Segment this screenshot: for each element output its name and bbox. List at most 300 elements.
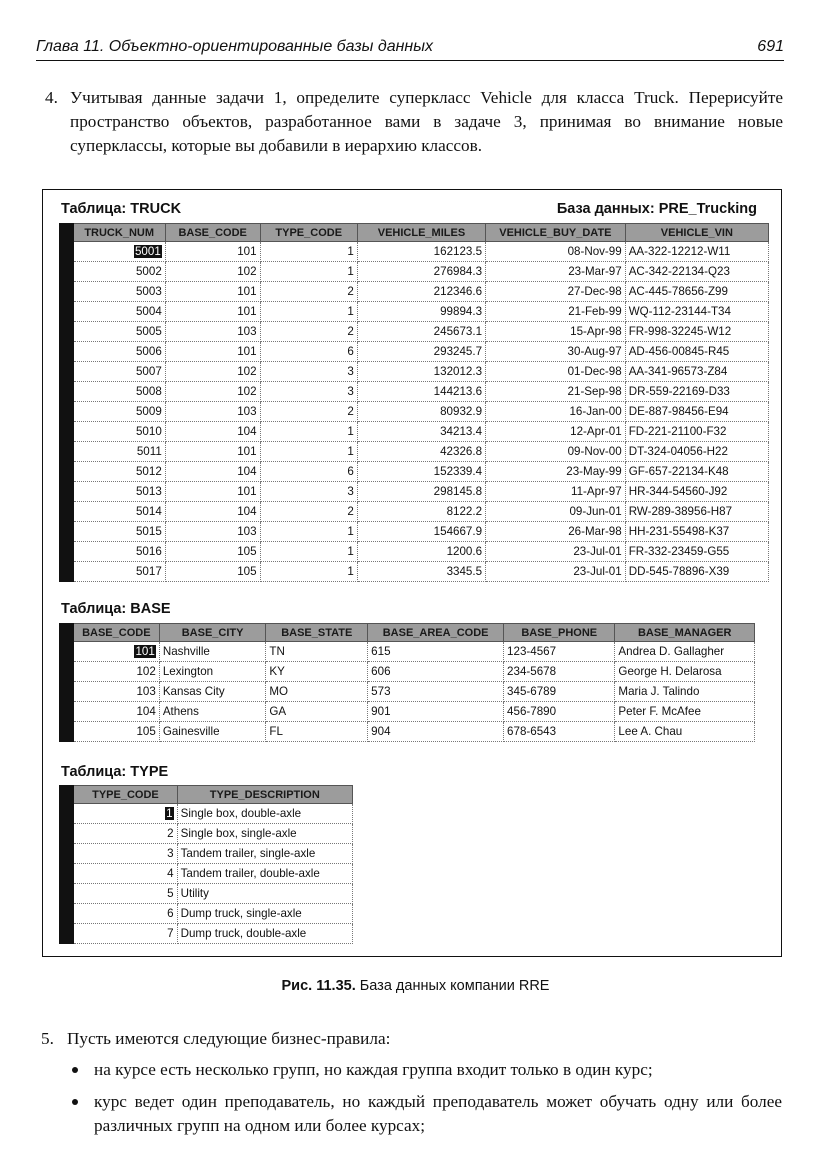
cell-value: 1200.6 [446,545,483,558]
cell-value: 5006 [135,345,162,358]
row-selector [60,522,74,542]
table-cell [260,442,357,462]
row-selector [60,382,74,402]
cell-value: FL [269,725,283,738]
cell-value: Andrea D. Gallagher [618,645,725,658]
table-cell [177,904,352,924]
cell-value: George H. Delarosa [618,665,722,678]
cell-value: GA [269,705,287,718]
table-cell [625,382,768,402]
table-cell [165,442,260,462]
table-cell [504,702,615,722]
row-selector [60,442,74,462]
cell-value: 103 [237,405,257,418]
cell-value: 101 [237,305,257,318]
exercise-4-text: Учитывая данные задачи 1, определите суперкласс Vehicle для класса Truck. Перерисуйте пространство объектов, разработанное вами в задаче 3, принимая во внимание новые суперклассы, которые вы добавили в иерархию классов. [70,88,783,155]
cell-value: 105 [237,565,257,578]
table-cell [615,722,755,742]
cell-value: Dump truck, single-axle [180,907,302,920]
table-cell [159,702,266,722]
table-cell [486,442,626,462]
table-cell [266,662,368,682]
cell-value: Kansas City [162,685,225,698]
table-cell [260,462,357,482]
cell-value: WQ-112-23144-T34 [628,305,731,318]
table-row [60,422,769,442]
cell-value: 2 [347,405,354,418]
cell-value: 23-Jul-01 [573,565,622,578]
table-cell [486,382,626,402]
table-cell [625,562,768,582]
row-selector [60,342,74,362]
cell-value: 1 [347,425,354,438]
exercise-5-number: 5. [41,1029,54,1048]
table-cell [486,562,626,582]
table-cell [165,422,260,442]
cell-value: Single box, double-axle [180,807,302,820]
cell-value: 5004 [135,305,162,318]
cell-value: Nashville [162,645,210,658]
table-cell [625,422,768,442]
cell-value: 12-Apr-01 [570,425,622,438]
table-cell [74,884,177,904]
bullet-dot [72,1067,78,1073]
table-row [60,522,769,542]
cell-value: 2 [347,505,354,518]
figure-caption-text: База данных компании RRE [359,978,550,994]
cell-value: AA-322-12212-W11 [628,245,731,258]
cell-value: 152339.4 [433,465,483,478]
table-row [60,904,353,924]
cell-value: 162123.5 [433,245,483,258]
table-row [60,442,769,462]
cell-value: 101 [237,245,257,258]
row-selector [60,824,74,844]
cell-value: Single box, single-axle [180,827,297,840]
row-selector [60,482,74,502]
table-cell [73,442,165,462]
table-cell [73,522,165,542]
cell-value: 01-Dec-98 [567,365,622,378]
table-cell [615,682,755,702]
table-cell [486,262,626,282]
cell-value: 1 [347,265,354,278]
table-cell [165,282,260,302]
cell-value: 245673.1 [433,325,483,338]
cell-value: 345-6789 [507,685,557,698]
cell-value: 09-Jun-01 [569,505,622,518]
cell-value: 15-Apr-98 [570,325,622,338]
table-cell [260,502,357,522]
bullet-item [94,1090,782,1138]
cell-value: TN [269,645,285,658]
table-cell [357,402,485,422]
table-cell [73,502,165,522]
cell-value: FR-998-32245-W12 [628,325,732,338]
cell-value: AD-456-00845-R45 [628,345,730,358]
cell-value: 132012.3 [433,365,483,378]
cell-value: 3 [347,385,354,398]
cell-value: Lee A. Chau [618,725,683,738]
table-cell [368,722,504,742]
table-cell [486,502,626,522]
table-row [60,262,769,282]
table-cell [73,642,159,662]
table-cell [73,482,165,502]
row-selector [60,322,74,342]
table-row [60,682,755,702]
running-header [36,36,784,61]
table-cell [357,562,485,582]
row-selector [60,282,74,302]
table-cell [73,262,165,282]
cell-value: 276984.3 [433,265,483,278]
table-row [60,242,769,262]
table-cell [357,322,485,342]
table-cell [73,682,159,702]
table-cell [260,562,357,582]
table-cell [357,442,485,462]
cell-value: MO [269,685,289,698]
table-cell [357,462,485,482]
table-cell [165,262,260,282]
table-cell [165,302,260,322]
cell-value: KY [269,665,285,678]
cell-value: 615 [371,645,391,658]
table-cell [73,462,165,482]
table-cell [260,522,357,542]
cell-value: 5007 [135,365,162,378]
cell-value: 26-Mar-98 [568,525,622,538]
cell-value: 104 [136,705,156,718]
cell-value: 23-Mar-97 [568,265,622,278]
cell-value: 3 [347,485,354,498]
table-cell [266,682,368,702]
table-cell [177,804,352,824]
cell-value: 2 [347,285,354,298]
cell-value: 1 [347,545,354,558]
table-cell [159,662,266,682]
base-table-label: Таблица: BASE [61,601,171,617]
table-cell [165,502,260,522]
row-selector [60,402,74,422]
exercise-5-text: Пусть имеются следующие бизнес-правила: [67,1029,391,1048]
table-row [60,402,769,422]
cell-value: 09-Nov-00 [567,445,622,458]
cell-value: 21-Feb-99 [568,305,622,318]
table-cell [486,342,626,362]
type-table-label: Таблица: TYPE [61,764,169,780]
column-header: TRUCK_NUM [73,224,165,242]
table-row [60,722,755,742]
cell-value: 101 [135,645,155,658]
table-cell [74,824,177,844]
cell-value: 4 [167,867,174,880]
table-row [60,702,755,722]
table-row [60,502,769,522]
cell-value: 7 [167,927,174,940]
table-cell [357,242,485,262]
table-cell [260,542,357,562]
cell-value: GF-657-22134-K48 [628,465,729,478]
column-header: BASE_CITY [159,624,266,642]
table-cell [625,442,768,462]
row-selector-header [60,624,74,642]
table-cell [260,242,357,262]
table-row [60,382,769,402]
table-cell [260,262,357,282]
table-cell [357,482,485,502]
truck-table-label: Таблица: TRUCK [61,201,182,217]
table-cell [625,542,768,562]
cell-value: 5002 [135,265,162,278]
cell-value: 5016 [135,545,162,558]
table-cell [504,682,615,702]
row-selector [60,542,74,562]
row-selector [60,804,74,824]
cell-value: 42326.8 [440,445,483,458]
cell-value: 103 [136,685,156,698]
table-cell [357,542,485,562]
table-cell [625,522,768,542]
figure-number: Рис. 11.35. [281,978,356,994]
row-selector [60,722,74,742]
table-cell [177,884,352,904]
cell-value: 5010 [135,425,162,438]
cell-value: HH-231-55498-K37 [628,525,730,538]
row-selector-header [60,786,74,804]
cell-value: 08-Nov-99 [567,245,622,258]
cell-value: 104 [237,465,257,478]
exercise-4 [45,86,783,158]
cell-value: 573 [371,685,391,698]
table-row [60,542,769,562]
table-cell [368,662,504,682]
table-cell [165,562,260,582]
bullet-item [94,1058,782,1082]
table-cell [486,482,626,502]
table-cell [486,302,626,322]
column-header: TYPE_CODE [260,224,357,242]
cell-value: FD-221-21100-F32 [628,425,727,438]
table-cell [73,242,165,262]
row-selector [60,462,74,482]
table-row [60,924,353,944]
cell-value: 5003 [135,285,162,298]
cell-value: DR-559-22169-D33 [628,385,730,398]
table-cell [266,722,368,742]
table-cell [625,302,768,322]
table-row [60,322,769,342]
chapter-title: Глава 11. Объектно-ориентированные базы данных [36,38,433,55]
cell-value: 1 [347,305,354,318]
table-row [60,884,353,904]
cell-value: 102 [237,365,257,378]
cell-value: 11-Apr-97 [571,485,622,498]
table-cell [165,542,260,562]
cell-value: RW-289-38956-H87 [628,505,733,518]
exercise-5 [41,1027,780,1051]
cell-value: 101 [237,285,257,298]
cell-value: 1 [347,245,354,258]
table-cell [625,362,768,382]
column-header: BASE_MANAGER [615,624,755,642]
table-row [60,844,353,864]
cell-value: 105 [237,545,257,558]
truck-table [59,223,769,582]
table-cell [486,542,626,562]
cell-value: 5017 [135,565,162,578]
table-cell [260,342,357,362]
table-cell [260,382,357,402]
table-cell [74,864,177,884]
table-cell [73,282,165,302]
table-cell [74,924,177,944]
row-selector [60,682,74,702]
cell-value: 102 [237,265,257,278]
cell-value: 606 [371,665,391,678]
cell-value: 99894.3 [440,305,483,318]
cell-value: 101 [237,485,257,498]
table-cell [615,662,755,682]
cell-value: DE-887-98456-E94 [628,405,729,418]
cell-value: Peter F. McAfee [618,705,701,718]
cell-value: 234-5678 [507,665,557,678]
cell-value: Tandem trailer, double-axle [180,867,320,880]
table-row [60,462,769,482]
cell-value: 103 [237,325,257,338]
cell-value: 6 [347,345,354,358]
row-selector [60,422,74,442]
table-cell [159,682,266,702]
cell-value: 1 [347,445,354,458]
cell-value: 123-4567 [507,645,557,658]
row-selector [60,884,74,904]
table-cell [177,864,352,884]
table-cell [625,342,768,362]
cell-value: 1 [347,525,354,538]
cell-value: 1 [166,807,173,820]
cell-value: 5001 [134,245,161,258]
cell-value: 102 [237,385,257,398]
table-row [60,824,353,844]
column-header: VEHICLE_VIN [625,224,768,242]
table-cell [177,824,352,844]
table-cell [165,482,260,502]
cell-value: 8122.2 [446,505,483,518]
table-cell [74,904,177,924]
base-table [59,623,755,742]
table-row [60,302,769,322]
table-cell [73,702,159,722]
cell-value: 3345.5 [446,565,483,578]
cell-value: 102 [136,665,156,678]
cell-value: 16-Jan-00 [569,405,622,418]
table-cell [357,342,485,362]
table-row [60,342,769,362]
cell-value: DT-324-04056-H22 [628,445,728,458]
table-row [60,362,769,382]
table-cell [357,522,485,542]
type-table [59,785,353,944]
row-selector [60,702,74,722]
row-selector [60,844,74,864]
table-cell [615,702,755,722]
row-selector [60,864,74,884]
table-cell [260,402,357,422]
row-selector [60,642,74,662]
cell-value: 456-7890 [507,705,557,718]
table-cell [486,322,626,342]
column-header: BASE_STATE [266,624,368,642]
column-header: TYPE_DESCRIPTION [177,786,352,804]
table-cell [177,924,352,944]
column-header: BASE_PHONE [504,624,615,642]
table-cell [260,322,357,342]
table-cell [260,362,357,382]
column-header: BASE_CODE [165,224,260,242]
cell-value: FR-332-23459-G55 [628,545,730,558]
bullet-dot [72,1099,78,1105]
table-cell [73,562,165,582]
cell-value: Utility [180,887,209,900]
table-cell [165,362,260,382]
table-cell [504,662,615,682]
table-cell [357,282,485,302]
cell-value: 5 [167,887,174,900]
table-cell [73,662,159,682]
row-selector [60,362,74,382]
table-cell [486,422,626,442]
column-header: TYPE_CODE [74,786,177,804]
table-cell [73,302,165,322]
cell-value: AC-445-78656-Z99 [628,285,728,298]
cell-value: DD-545-78896-X39 [628,565,730,578]
cell-value: 6 [347,465,354,478]
table-row [60,804,353,824]
cell-value: Gainesville [162,725,220,738]
table-cell [74,844,177,864]
table-cell [625,402,768,422]
table-cell [357,262,485,282]
row-selector [60,302,74,322]
row-selector-header [60,224,74,242]
column-header: BASE_AREA_CODE [368,624,504,642]
cell-value: 23-May-99 [566,465,622,478]
cell-value: 5014 [135,505,162,518]
table-row [60,562,769,582]
table-cell [368,682,504,702]
cell-value: 154667.9 [433,525,483,538]
cell-value: 5013 [135,485,162,498]
table-cell [165,522,260,542]
table-row [60,864,353,884]
table-cell [73,422,165,442]
cell-value: 6 [167,907,174,920]
row-selector [60,262,74,282]
table-cell [357,422,485,442]
cell-value: 105 [136,725,156,738]
table-cell [260,482,357,502]
cell-value: 5008 [135,385,162,398]
table-cell [625,462,768,482]
table-cell [260,282,357,302]
cell-value: 5012 [135,465,162,478]
cell-value: 293245.7 [433,345,483,358]
column-header: BASE_CODE [73,624,159,642]
cell-value: 144213.6 [433,385,483,398]
table-cell [625,282,768,302]
